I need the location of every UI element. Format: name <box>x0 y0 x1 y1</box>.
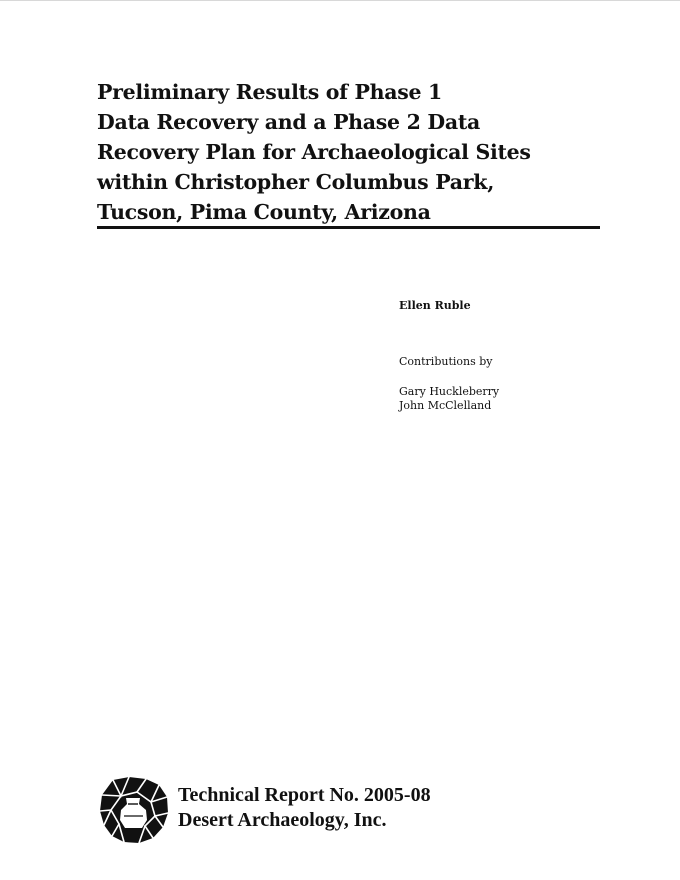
title-line-2: Data Recovery and a Phase 2 Data <box>97 110 481 134</box>
contributor-name: John McClelland <box>399 399 492 412</box>
author-name: Ellen Ruble <box>399 299 471 312</box>
title-divider <box>97 226 600 229</box>
desert-archaeology-logo-icon <box>99 776 169 844</box>
contributions-label: Contributions by <box>399 355 493 368</box>
document-title <box>97 77 617 227</box>
report-number: Technical Report No. 2005-08 <box>178 784 431 806</box>
title-line-5: Tucson, Pima County, Arizona <box>97 200 431 224</box>
report-info <box>178 783 431 833</box>
publisher-name: Desert Archaeology, Inc. <box>178 809 387 831</box>
contributor-name: Gary Huckleberry <box>399 385 500 398</box>
title-line-4: within Christopher Columbus Park, <box>97 170 495 194</box>
title-line-3: Recovery Plan for Archaeological Sites <box>97 140 531 164</box>
contributors-list <box>399 385 499 413</box>
title-line-1: Preliminary Results of Phase 1 <box>97 80 443 104</box>
